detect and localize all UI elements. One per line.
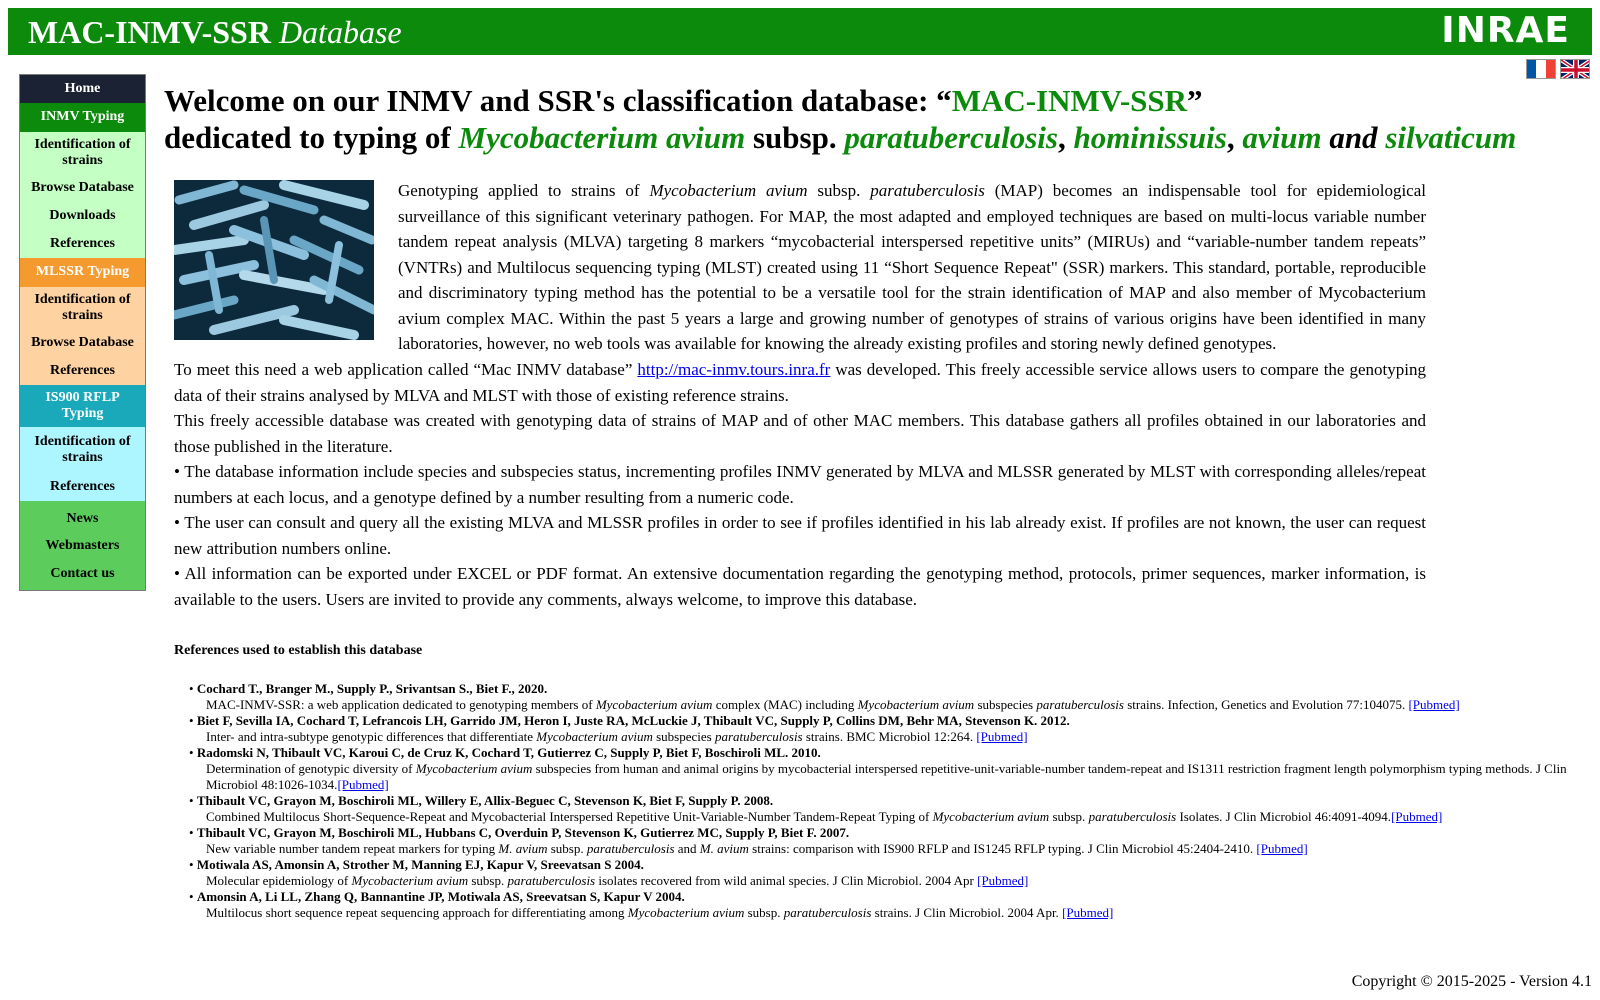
nav-inmv-references[interactable]: References [20, 230, 145, 258]
pubmed-link[interactable]: [Pubmed] [1062, 905, 1114, 920]
pubmed-link[interactable]: [Pubmed] [1391, 809, 1443, 824]
reference-authors: • Thibault VC, Grayon M, Boschiroli ML, Hubbans C, Overduin P, Stevenson K, Gutierrez MC, Supply P, Biet F. 2007. [189, 825, 850, 840]
paragraph: • All information can be exported under EXCEL or PDF format. An extensive documentation regarding the genotyping method, protocols, primer sequences, marker information, is available to the users. Users are invited to provide any comments, always welcome, to improve this database. [174, 564, 1426, 609]
heading-species: Mycobacterium avium [458, 120, 746, 155]
welcome-heading [164, 82, 1594, 156]
nav-home[interactable]: Home [20, 75, 145, 103]
nav-inmv-typing[interactable]: INMV Typing [20, 103, 145, 132]
reference-item [189, 713, 1579, 745]
reference-authors: • Radomski N, Thibault VC, Karoui C, de Cruz K, Cochard T, Gutierrez C, Supply P, Biet F, Boschiroli ML. 2010. [189, 745, 821, 760]
reference-citation: MAC-INMV-SSR: a web application dedicated to genotyping members of Mycobacterium avium complex (MAC) including Mycobacterium avium subspecies paratuberculosis strains. Infection, Genetics and Evolution 77:104075. [Pubmed] [206, 697, 1460, 712]
uk-flag-icon[interactable] [1560, 59, 1590, 79]
header-banner [8, 8, 1592, 55]
heading-text: subsp. [745, 120, 845, 155]
reference-citation: Inter- and intra-subtype genotypic differences that differentiate Mycobacterium avium subspecies paratuberculosis strains. BMC Microbiol 12:264. [Pubmed] [206, 729, 1028, 744]
heading-subspecies: paratuberculosis [844, 120, 1058, 155]
reference-authors: • Thibault VC, Grayon M, Boschiroli ML, Willery E, Allix-Beguec C, Stevenson K, Biet F, Supply P. 2008. [189, 793, 774, 808]
heading-text: Welcome on our INMV and SSR's classification database: “ [164, 83, 952, 118]
reference-citation: Combined Multilocus Short-Sequence-Repeat and Mycobacterial Interspersed Repetitive Unit-Variable-Number Tandem-Repeat Typing of Mycobacterium avium subsp. paratuberculosis Isolates. J Clin Microbiol 46:4091-4094.[Pubmed] [206, 809, 1443, 824]
pubmed-link[interactable]: [Pubmed] [976, 729, 1028, 744]
site-title-bold: MAC-INMV-SSR [28, 14, 271, 50]
copyright-footer: Copyright © 2015-2025 - Version 4.1 [1351, 973, 1592, 990]
paragraph: • The user can consult and query all the existing MLVA and MLSSR profiles in order to see if profiles identified in his lab already exist. If profiles are not known, the user can request new attribution numbers online. [174, 513, 1426, 558]
nav-news[interactable]: News [20, 501, 145, 532]
intro-species: Mycobacterium avium [649, 181, 808, 200]
intro-text: Genotyping applied to strains of [398, 181, 650, 200]
reference-authors: • Biet F, Sevilla IA, Cochard T, Lefrancois LH, Garrido JM, Heron I, Juste RA, McLuckie J, Thibault VC, Supply P, Collins DM, Behr MA, Stevenson K. 2012. [189, 713, 1070, 728]
nav-is900-identification[interactable]: Identification of strains [20, 427, 145, 473]
sidebar-nav [19, 74, 146, 591]
nav-mlssr-typing[interactable]: MLSSR Typing [20, 258, 145, 287]
reference-authors: • Amonsin A, Li LL, Zhang Q, Bannantine JP, Motiwala AS, Sreevatsan S, Kapur V 2004. [189, 889, 685, 904]
pubmed-link[interactable]: [Pubmed] [977, 873, 1029, 888]
site-title [28, 14, 402, 50]
reference-item [189, 825, 1579, 857]
nav-inmv-downloads[interactable]: Downloads [20, 202, 145, 230]
nav-mlssr-identification[interactable]: Identification of strains [20, 287, 145, 329]
reference-item [189, 889, 1579, 921]
references-list [189, 681, 1579, 921]
heading-subspecies: avium [1242, 120, 1322, 155]
paragraph-text: was developed. This freely accessible service allows users to compare the genotyping data of their strains analysed by MLVA and MLST with those of existing reference strains. [174, 360, 1426, 405]
heading-text: ” [1187, 83, 1203, 118]
reference-citation: Determination of genotypic diversity of Mycobacterium avium subspecies from human and animal origins by mycobacterial interspersed repetitive-unit-variable-number tandem-repeat and IS1311 restriction fragment length polymorphism typing methods. J Clin Microbiol 48:1026-1034.[Pubmed] [206, 761, 1567, 792]
description-body [174, 357, 1426, 612]
intro-subspecies: paratuberculosis [870, 181, 985, 200]
heading-text: , [1226, 120, 1243, 155]
heading-subspecies: silvaticum [1385, 120, 1517, 155]
bacteria-micrograph-image [174, 180, 374, 340]
reference-item [189, 681, 1579, 713]
nav-inmv-browse[interactable]: Browse Database [20, 174, 145, 202]
database-url-link[interactable]: http://mac-inmv.tours.inra.fr [637, 360, 831, 379]
nav-inmv-identification[interactable]: Identification of strains [20, 132, 145, 174]
pubmed-link[interactable]: [Pubmed] [1256, 841, 1308, 856]
nav-mlssr-browse[interactable]: Browse Database [20, 329, 145, 357]
intro-paragraph [398, 178, 1426, 357]
french-flag-icon[interactable] [1526, 59, 1556, 79]
paragraph-text: To meet this need a web application called “Mac INMV database” [174, 360, 638, 379]
nav-is900-typing[interactable]: IS900 RFLP Typing [20, 385, 145, 427]
reference-item [189, 857, 1579, 889]
heading-text: dedicated to typing of [164, 120, 459, 155]
heading-db-name: MAC-INMV-SSR [951, 83, 1188, 118]
intro-text: (MAP) becomes an indispensable tool for epidemiological surveillance of this significant veterinary pathogen. For MAP, the most adapted and employed techniques are based on multi-locus variable number tandem repeat analysis (MLVA) targeting 8 markers “mycobacterial interspersed repetitive units” (MIRUs) and “variable-number tandem repeats” (VNTRs) and Multilocus sequencing typing (MLST) created using 11 “Short Sequence Repeat" (SSR) markers. This standard, portable, reproducible and discriminatory typing method has the potential to be a versatile tool for the strain identification of MAP and also member of Mycobacterium avium complex MAC. Within the past 5 years a large and growing number of genotypes of strains of various origins have been identified in many laboratories, however, no web tools was available for knowing the already existing profiles and storing newly defined genotypes. [398, 181, 1426, 353]
nav-mlssr-references[interactable]: References [20, 357, 145, 385]
heading-text: and [1321, 120, 1386, 155]
references-title: References used to establish this database [174, 643, 423, 658]
pubmed-link[interactable]: [Pubmed] [1408, 697, 1460, 712]
reference-authors: • Cochard T., Branger M., Supply P., Srivantsan S., Biet F., 2020. [189, 681, 548, 696]
nav-is900-references[interactable]: References [20, 473, 145, 501]
nav-contact-us[interactable]: Contact us [20, 560, 145, 590]
language-switcher [1526, 59, 1590, 81]
reference-item [189, 745, 1579, 793]
paragraph: This freely accessible database was created with genotyping data of strains of MAP and of other MAC members. This database gathers all profiles obtained in our laboratories and those published in the literature. [174, 411, 1426, 456]
heading-text: , [1057, 120, 1074, 155]
heading-subspecies: hominissuis [1073, 120, 1227, 155]
reference-citation: New variable number tandem repeat markers for typing M. avium subsp. paratuberculosis and M. avium strains: comparison with IS900 RFLP and IS1245 RFLP typing. J Clin Microbiol 45:2404-2410. [Pubmed] [206, 841, 1308, 856]
inrae-logo[interactable]: INRAE [1441, 10, 1570, 51]
paragraph: • The database information include species and subspecies status, incrementing profiles INMV generated by MLVA and MLSSR generated by MLST with corresponding alleles/repeat numbers at each locus, and a genotype defined by a number resulting from a numeric code. [174, 462, 1426, 507]
reference-citation: Molecular epidemiology of Mycobacterium avium subsp. paratuberculosis isolates recovered from wild animal species. J Clin Microbiol. 2004 Apr [Pubmed] [206, 873, 1029, 888]
paragraph [174, 357, 1426, 408]
site-title-italic: Database [278, 14, 402, 50]
pubmed-link[interactable]: [Pubmed] [337, 777, 389, 792]
nav-webmasters[interactable]: Webmasters [20, 532, 145, 560]
reference-authors: • Motiwala AS, Amonsin A, Strother M, Manning EJ, Kapur V, Sreevatsan S 2004. [189, 857, 644, 872]
intro-text: subsp. [807, 181, 871, 200]
reference-item [189, 793, 1579, 825]
reference-citation: Multilocus short sequence repeat sequencing approach for differentiating among Mycobacterium avium subsp. paratuberculosis strains. J Clin Microbiol. 2004 Apr. [Pubmed] [206, 905, 1114, 920]
